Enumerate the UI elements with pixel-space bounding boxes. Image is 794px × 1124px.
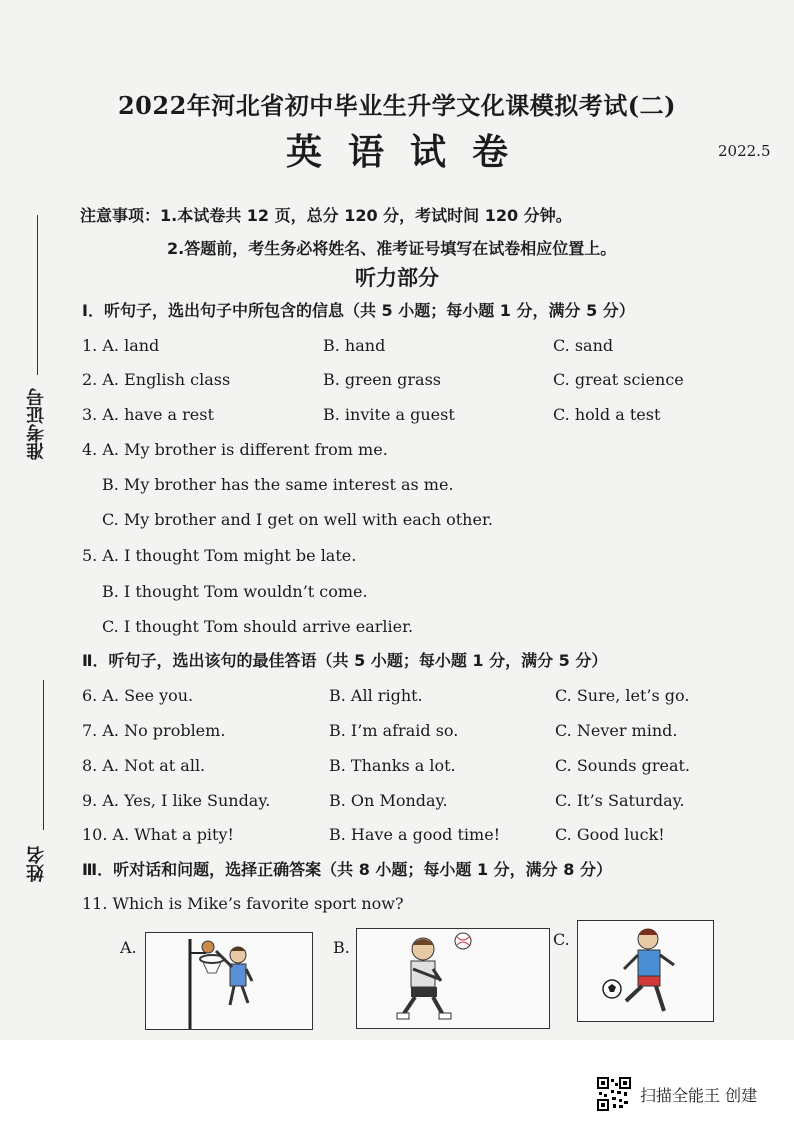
question-3 — [0, 405, 794, 431]
exam-date: 2022.5 — [718, 142, 771, 160]
q2-option-a: 2. A. English class — [82, 370, 231, 389]
exam-id-label: 准考证号 — [26, 388, 47, 460]
exam-title: 2022年河北省初中毕业生升学文化课模拟考试(二) — [117, 91, 676, 120]
q5-option-a: 5. A. I thought Tom might be late. — [82, 546, 357, 565]
footer-band — [0, 1040, 794, 1124]
question-2 — [0, 370, 794, 396]
q8-option-c: C. Sounds great. — [555, 756, 690, 775]
q10-option-c: C. Good luck! — [555, 825, 665, 844]
q6-option-b: B. All right. — [329, 686, 423, 705]
q11-question: 11. Which is Mike’s favorite sport now? — [82, 894, 404, 913]
question-6 — [0, 686, 794, 712]
notice-line-2: 2.答题前，考生务必将姓名、准考证号填写在试卷相应位置上。 — [167, 239, 617, 258]
question-7 — [0, 721, 794, 747]
pic-label-c: C. — [553, 930, 570, 949]
question-10 — [0, 825, 794, 851]
notice-line-1: 注意事项：1.本试卷共 12 页，总分 120 分，考试时间 120 分钟。 — [80, 206, 572, 225]
soccer-player-icon — [577, 920, 714, 1022]
question-8 — [0, 756, 794, 782]
q6-option-a: 6. A. See you. — [82, 686, 194, 705]
q8-option-a: 8. A. Not at all. — [82, 756, 206, 775]
q5-option-b: B. I thought Tom wouldn’t come. — [102, 582, 368, 601]
scanner-watermark: 扫描全能王 创建 — [640, 1086, 758, 1105]
section-3-heading: Ⅲ．听对话和问题，选择正确答案（共 8 小题；每小题 1 分，满分 8 分） — [82, 860, 612, 879]
q1-option-c: C. sand — [553, 336, 614, 355]
name-label: 姓名 — [26, 846, 47, 882]
q3-option-c: C. hold a test — [553, 405, 661, 424]
q6-option-c: C. Sure, let’s go. — [555, 686, 690, 705]
main-title: 英语试卷 — [285, 132, 534, 173]
question-1 — [0, 336, 794, 362]
section-2-heading: Ⅱ．听句子，选出该句的最佳答语（共 5 小题；每小题 1 分，满分 5 分） — [82, 651, 608, 670]
q10-option-a: 10. A. What a pity! — [82, 825, 234, 844]
q7-option-c: C. Never mind. — [555, 721, 678, 740]
q1-option-a: 1. A. land — [82, 336, 160, 355]
q10-option-b: B. Have a good time! — [329, 825, 501, 844]
q5-option-c: C. I thought Tom should arrive earlier. — [102, 617, 414, 636]
q2-option-b: B. green grass — [323, 370, 441, 389]
q3-option-b: B. invite a guest — [323, 405, 455, 424]
q3-option-a: 3. A. have a rest — [82, 405, 214, 424]
q4-option-b: B. My brother has the same interest as me. — [102, 475, 454, 494]
pic-label-a: A. — [120, 938, 137, 957]
q9-option-b: B. On Monday. — [329, 791, 448, 810]
q1-option-b: B. hand — [323, 336, 386, 355]
q7-option-b: B. I’m afraid so. — [329, 721, 459, 740]
q4-option-a: 4. A. My brother is different from me. — [82, 440, 388, 459]
q8-option-b: B. Thanks a lot. — [329, 756, 456, 775]
q7-option-a: 7. A. No problem. — [82, 721, 226, 740]
section-1-heading: Ⅰ．听句子，选出句子中所包含的信息（共 5 小题；每小题 1 分，满分 5 分） — [82, 301, 635, 320]
listening-part-title: 听力部分 — [355, 266, 439, 290]
q9-option-a: 9. A. Yes, I like Sunday. — [82, 791, 271, 810]
basketball-player-icon — [145, 932, 313, 1030]
pic-label-b: B. — [333, 938, 350, 957]
q2-option-c: C. great science — [553, 370, 684, 389]
q9-option-c: C. It’s Saturday. — [555, 791, 685, 810]
question-9 — [0, 791, 794, 817]
volleyball-player-icon — [356, 928, 550, 1029]
qr-code-icon — [597, 1077, 631, 1111]
q4-option-c: C. My brother and I get on well with each other. — [102, 510, 493, 529]
